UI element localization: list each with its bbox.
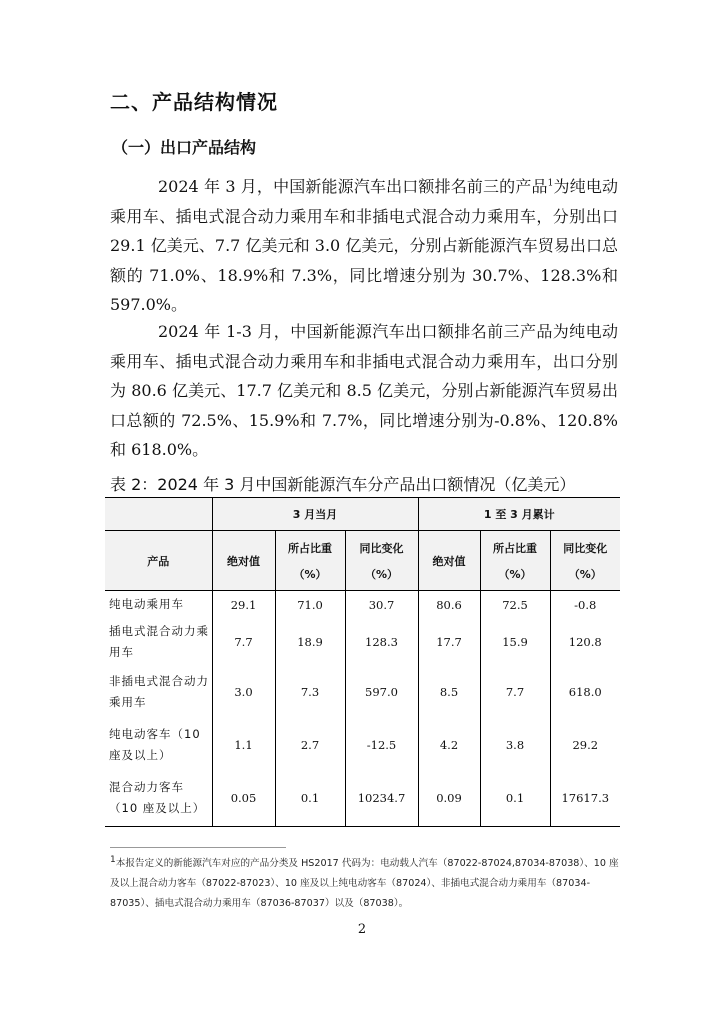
row-product: 混合动力客车（10 座及以上） [105,771,212,827]
cell-march-change: -12.5 [345,719,418,771]
cell-ytd-change: -0.8 [574,597,597,612]
row-product: 插电式混合动力乘用车 [105,619,212,666]
cell-ytd-abs: 17.7 [418,619,480,666]
cell-ytd-change: 29.2 [572,737,599,752]
table-row [105,619,620,666]
paragraph-march [110,172,618,320]
header-product: 产品 [105,531,212,591]
row-product: 非插电式混合动力乘用车 [105,666,212,719]
cell-ytd-share: 0.1 [480,771,550,827]
cell-ytd-abs: 4.2 [418,719,480,771]
cell-march-share: 2.7 [275,719,345,771]
header-ytd-change: 同比变化 （%） [550,531,620,591]
cell-ytd-abs: 0.09 [418,771,480,827]
paragraph-q1: 2024 年 1-3 月，中国新能源汽车出口额排名前三产品为纯电动乘用车、插电式混合动力乘用车和非插电式混合动力乘用车，出口分别为 80.6 亿美元、17.7 亿美元和 8.5 亿美元，分别占新能源汽车贸易出口总额的 72.5%、15.9%和 7.7%，同比增速分别为-0.8%、120.8%和 618.0%。 [110,322,618,459]
paragraph-march-after: 为纯电动乘用车、插电式混合动力乘用车和非插电式混合动力乘用车，分别出口 29.1 亿美元、7.7 亿美元和 3.0 亿美元，分别占新能源汽车贸易出口总额的 71.0%、18.9%和 7.3%，同比增速分别为 30.7%、128.3%和 597.0%。 [110,177,618,314]
row-product: 纯电动乘用车 [105,591,212,619]
cell-ytd-change: 17617.3 [550,771,620,827]
footnote-mark: 1 [110,854,116,865]
cell-ytd-change: 120.8 [568,635,602,649]
table-row [105,719,620,771]
cell-march-abs: 7.7 [212,619,275,666]
cell-ytd-share: 3.8 [480,719,550,771]
section-heading: 二、产品结构情况 [110,90,278,114]
cell-ytd-abs: 80.6 [418,591,480,619]
table-row [105,666,620,719]
cell-march-change: 30.7 [345,591,418,619]
cell-ytd-share: 7.7 [480,666,550,719]
cell-march-abs: 29.1 [212,591,275,619]
footnote-text: 本报告定义的新能源汽车对应的产品分类及 HS2017 代码为：电动载人汽车（87022-87024,87034-87038）、10 座及以上混合动力客车（87022-87023）、10 座及以上纯电动客车（87024）、非插电式混合动力乘用车（87034-87035）、插电式混合动力乘用车（87036-87037）以及（87038）。 [110,858,619,909]
page-number: 2 [357,922,367,937]
footnote-ref[interactable]: 1 [547,178,554,189]
cell-march-change: 597.0 [345,666,418,719]
table-row [105,591,620,619]
table-row [105,771,620,827]
cell-march-abs: 3.0 [212,666,275,719]
cell-march-abs: 0.05 [212,771,275,827]
export-table [105,497,620,827]
cell-march-share: 7.3 [275,666,345,719]
header-march-share: 所占比重 （%） [275,531,345,591]
cell-ytd-share: 72.5 [480,591,550,619]
header-ytd-abs: 绝对值 [418,531,480,591]
header-blank [105,498,212,531]
header-march-abs: 绝对值 [212,531,275,591]
header-group-ytd: 1 至 3 月累计 [418,498,620,531]
subsection-heading: （一）出口产品结构 [112,138,257,157]
header-group-march: 3 月当月 [212,498,418,531]
header-ytd-share: 所占比重 （%） [480,531,550,591]
cell-march-share: 0.1 [275,771,345,827]
cell-ytd-change: 618.0 [568,685,602,699]
header-march-change: 同比变化 （%） [345,531,418,591]
cell-march-share: 71.0 [275,591,345,619]
cell-ytd-share: 15.9 [480,619,550,666]
row-product: 纯电动客车（10 座及以上） [105,719,212,771]
cell-ytd-abs: 8.5 [418,666,480,719]
table-caption: 表 2：2024 年 3 月中国新能源汽车分产品出口额情况（亿美元） [110,475,576,494]
cell-march-share: 18.9 [275,619,345,666]
paragraph-march-before: 2024 年 3 月，中国新能源汽车出口额排名前三的产品 [158,177,548,196]
cell-march-change: 10234.7 [345,771,418,827]
footnote-divider [110,847,286,848]
cell-march-abs: 1.1 [212,719,275,771]
footnote [110,854,622,914]
cell-march-change: 128.3 [345,619,418,666]
